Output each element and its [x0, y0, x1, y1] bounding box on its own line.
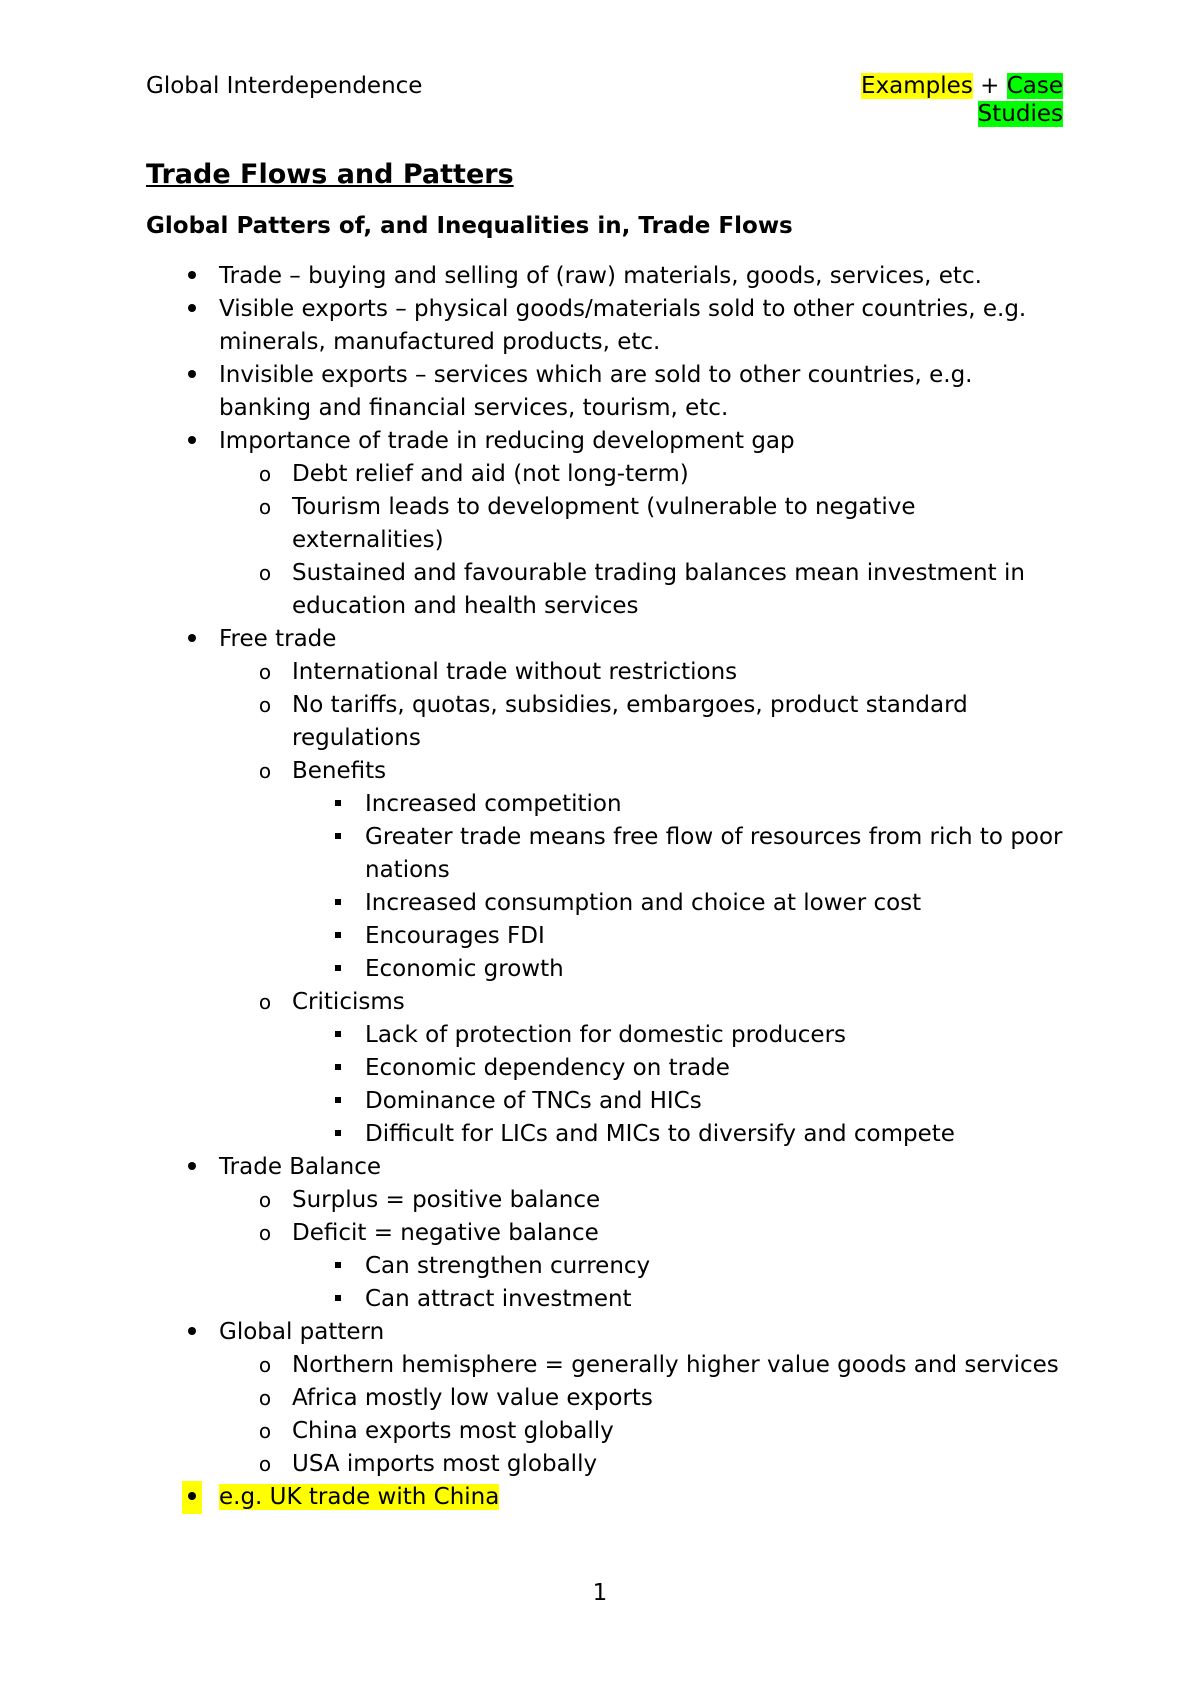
bullet-square-icon [328, 920, 348, 953]
list-item-text: International trade without restrictions [292, 659, 738, 685]
bullet-dot-icon [182, 1151, 202, 1184]
bullet-circle-icon: o [258, 1452, 272, 1476]
bullet-circle-icon: o [258, 1221, 272, 1245]
bullet-circle-icon: o [258, 1386, 272, 1410]
bullet-circle-icon: o [258, 1419, 272, 1443]
list-item-text: Benefits [292, 758, 387, 784]
bullet-circle-icon: o [258, 1188, 272, 1212]
list-item [146, 788, 1066, 821]
list-item-text: Deficit = negative balance [292, 1220, 599, 1246]
list-item [146, 458, 1066, 491]
bullet-dot-icon [182, 425, 202, 458]
bullet-circle-icon: o [258, 462, 272, 486]
list-item-text: Global pattern [219, 1319, 385, 1345]
list-item-text: Debt relief and aid (not long-term) [292, 461, 689, 487]
bullet-circle-icon: o [258, 759, 272, 783]
page-number: 1 [592, 1580, 608, 1606]
list-item-text: Trade Balance [219, 1154, 382, 1180]
bullet-circle-icon: o [258, 1353, 272, 1377]
list-item [146, 1415, 1066, 1448]
list-item [146, 425, 1066, 458]
bullet-dot-icon [182, 260, 202, 293]
header-plus: + [980, 73, 1000, 99]
bullet-square-icon [328, 821, 348, 854]
bullet-square-icon [328, 1283, 348, 1316]
list-item-text: Can strengthen currency [365, 1253, 651, 1279]
list-item-text: Surplus = positive balance [292, 1187, 601, 1213]
list-item [146, 1184, 1066, 1217]
list-item [146, 1052, 1066, 1085]
bullet-square-icon [328, 1118, 348, 1151]
list-item [146, 1349, 1066, 1382]
list-item-text: Increased competition [365, 791, 622, 817]
list-item [146, 1283, 1066, 1316]
list-item-text: Can attract investment [365, 1286, 632, 1312]
bullet-outline [146, 260, 1066, 1514]
bullet-square-icon [328, 1019, 348, 1052]
list-item-text: Northern hemisphere = generally higher value goods and services [292, 1352, 1059, 1378]
list-item-text: Tourism leads to development (vulnerable to negative externalities) [292, 494, 916, 553]
list-item-text: China exports most globally [292, 1418, 614, 1444]
list-item [146, 986, 1066, 1019]
list-item-text: Criticisms [292, 989, 405, 1015]
list-item [146, 1151, 1066, 1184]
bullet-circle-icon: o [258, 693, 272, 717]
list-item [146, 953, 1066, 986]
header-right [861, 72, 1063, 128]
list-item-text: Importance of trade in reducing development gap [219, 428, 795, 454]
list-item [146, 821, 1066, 887]
header-left-title: Global Interdependence [146, 73, 423, 99]
list-item-text: Economic dependency on trade [365, 1055, 730, 1081]
list-item [146, 755, 1066, 788]
bullet-dot-icon [182, 293, 202, 326]
list-item [146, 689, 1066, 755]
list-item [146, 1382, 1066, 1415]
bullet-circle-icon: o [258, 660, 272, 684]
list-item [146, 1481, 1066, 1514]
header-studies: Studies [977, 101, 1063, 127]
page-title: Trade Flows and Patters [146, 159, 514, 190]
bullet-square-icon [328, 1052, 348, 1085]
list-item-text: Dominance of TNCs and HICs [365, 1088, 702, 1114]
bullet-square-icon [328, 1250, 348, 1283]
list-item [146, 557, 1066, 623]
list-item [146, 623, 1066, 656]
list-item-text: e.g. UK trade with China [219, 1484, 500, 1510]
list-item-text: Increased consumption and choice at lower cost [365, 890, 922, 916]
list-item [146, 293, 1066, 359]
list-item [146, 1118, 1066, 1151]
bullet-square-icon [328, 788, 348, 821]
bullet-square-icon [328, 887, 348, 920]
list-item [146, 491, 1066, 557]
bullet-dot-icon [182, 623, 202, 656]
list-item [146, 1250, 1066, 1283]
bullet-circle-icon: o [258, 495, 272, 519]
list-item [146, 887, 1066, 920]
list-item [146, 656, 1066, 689]
bullet-dot-icon [182, 359, 202, 392]
list-item-text: Free trade [219, 626, 337, 652]
list-item-text: No tariffs, quotas, subsidies, embargoes, product standard regulations [292, 692, 968, 751]
list-item [146, 1019, 1066, 1052]
list-item [146, 260, 1066, 293]
list-item-text: Difficult for LICs and MICs to diversify and compete [365, 1121, 955, 1147]
header-examples: Examples [861, 73, 973, 99]
list-item-text: Economic growth [365, 956, 564, 982]
list-item [146, 1085, 1066, 1118]
list-item [146, 1448, 1066, 1481]
bullet-circle-icon: o [258, 990, 272, 1014]
list-item [146, 920, 1066, 953]
bullet-circle-icon: o [258, 561, 272, 585]
list-item-text: Greater trade means free flow of resources from rich to poor nations [365, 824, 1063, 883]
list-item-text: Lack of protection for domestic producers [365, 1022, 847, 1048]
bullet-square-icon [328, 1085, 348, 1118]
bullet-dot-icon [182, 1481, 202, 1514]
list-item-text: USA imports most globally [292, 1451, 598, 1477]
list-item-text: Visible exports – physical goods/materials sold to other countries, e.g. minerals, manufactured products, etc. [219, 296, 1027, 355]
list-item-text: Invisible exports – services which are sold to other countries, e.g. banking and financial services, tourism, etc. [219, 362, 973, 421]
list-item-text: Sustained and favourable trading balances mean investment in education and health services [292, 560, 1025, 619]
bullet-dot-icon [182, 1316, 202, 1349]
list-item [146, 1316, 1066, 1349]
list-item [146, 1217, 1066, 1250]
section-heading: Global Patters of, and Inequalities in, Trade Flows [146, 213, 793, 239]
list-item-text: Encourages FDI [365, 923, 545, 949]
list-item-text: Trade – buying and selling of (raw) materials, goods, services, etc. [219, 263, 982, 289]
header-case: Case [1006, 73, 1063, 99]
list-item-text: Africa mostly low value exports [292, 1385, 653, 1411]
bullet-square-icon [328, 953, 348, 986]
list-item [146, 359, 1066, 425]
